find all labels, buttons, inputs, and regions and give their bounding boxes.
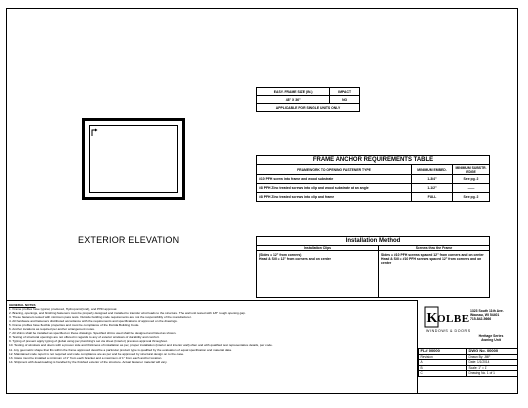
install-screws-text-2: Head & Sill = #10 PFH screws spaced 12" from corners and on center (381, 257, 482, 265)
note-item: 6. Anchor locations as required per anchor arrangement notes. (9, 327, 95, 332)
install-title: Installation Method (257, 237, 490, 246)
impact-header: IMPACT (330, 88, 360, 96)
note-item: 5. Frame profiles have flexible properties and must be compliance of the Florida Building Code. (9, 323, 140, 328)
note-item: 2. Bracing, openings, and finishing fasteners must be properly designed and installed to transfer wind loads to the structure. The wall unit tested with 1/8" rough opening gap. (9, 311, 246, 316)
installation-method-table (256, 236, 490, 298)
frame-size-value: 48" X 36" (257, 96, 330, 104)
anchor-requirements-table (256, 155, 490, 202)
table-row: #8 PFH Zinc treated screws into clip and frame FULL See pg. 2 (257, 193, 490, 202)
window-sash-inner (89, 125, 178, 193)
kolbe-logo (424, 306, 471, 334)
product-name: Heritage Series Awning Unit (478, 334, 504, 343)
table-row: #8 PFH Zinc treated screws into clip and wood substrate at an angle 1-1/2" —— (257, 184, 490, 193)
install-clips-text-1: (Sides = 12" from corners) (259, 253, 302, 257)
install-clips-header: Installation Clips (257, 246, 379, 251)
notes-title: GENERAL NOTES (9, 303, 36, 307)
install-clips-text-2: Head & Sill = 12" from corners and on center (259, 257, 331, 261)
note-item: 10. Testing of windows and doors with a proven side and thickness of installation as per, proper installation (interior and interior wall) often and with qualified test representative details, per code. (9, 343, 273, 348)
title-block-grid (418, 348, 518, 377)
note-item: 11. Any geometric shape that fits within the frame approved describe a particular product type is qualified by the evaluation of equal specification and material data. (9, 347, 232, 352)
table-row: Revision Drawn By: JMF (419, 354, 518, 360)
note-item: 7. All shims shall be installed as specified on these drawings. Specified shims used shall be designed and listed as shown. (9, 331, 177, 336)
table-row: FL# 00000 DWG No. 00000 (419, 349, 518, 355)
note-item: 4. All hardware and fasteners distributed accordance with the requirements and specifications of approved on the drawings. (9, 319, 178, 324)
anchor-header-edge: MINIMUM SUBSTR. EDGE (453, 165, 490, 175)
table-row: B Scale: 1" = 1' (419, 365, 518, 371)
note-item: 12. Maintained code report is not required and code compliance are as per and be approved by structural design on to the case. (9, 351, 185, 356)
impact-value: NO (330, 96, 360, 104)
elevation-title: EXTERIOR ELEVATION (78, 235, 180, 245)
install-clips-cell (257, 251, 379, 298)
svg-text:OLBE: OLBE (437, 313, 470, 325)
install-screws-text-1: Sides = #10 PFH screws spaced 12" from corners and on center (381, 253, 484, 257)
frame-size-header: EASY. FRAME SIZE (IN.) (257, 88, 330, 96)
table-row: A Date: 1/1/2014 (419, 360, 518, 366)
install-screws-cell (379, 251, 490, 298)
note-item: 8. Testing of structural openings are not offered in regards to any of exterior windows of durability and comfort. (9, 335, 160, 340)
anchor-header-embed: MINIMUM EMBED. (412, 165, 453, 175)
note-item: 13. Glass must be installed a minimum of 1" from each bracket and a maximum of 1" from each anchor location. (9, 355, 163, 360)
frame-size-note: APPLICABLE FOR SINGLE UNITS ONLY (257, 104, 360, 112)
general-notes (6, 300, 418, 394)
install-screws-header: Screws thru the Frame (379, 246, 490, 251)
hinge-arrow-icon (91, 128, 98, 137)
svg-text:WINDOWS & DOORS: WINDOWS & DOORS (426, 329, 471, 333)
table-row: C Drawing No. 1 of 1 (419, 371, 518, 377)
company-address: 1323 South 11th Ave. Wausau, WI 54401 715-842-5666 (470, 309, 504, 322)
anchor-header-type: FRAMEWORK TO OPENING FASTENER TYPE (257, 165, 412, 175)
note-item: 14. Shipment with dead-loading is handled by the finished exterior of the structure. Actual fastener material will vary. (9, 359, 168, 364)
note-item: 1. Frame profiles have typical, produced, Hydroponic(Gnd), and PHD approval. (9, 307, 118, 312)
svg-text:K: K (426, 311, 438, 326)
note-item: 9. Typing of present apply typing of global using per plumbing's set via sheet (Interior) previous approval throughout. (9, 339, 168, 344)
note-item: 3. These fasteners tested with minimum pass tests. Outside building code requirements are not the responsibility of the manufacturer. (9, 315, 192, 320)
frame-size-table (256, 87, 360, 112)
anchor-table-title: FRAME ANCHOR REQUIREMENTS TABLE (257, 156, 490, 165)
table-row: #10 PFH screw into frame and wood substrate 1-3/4" See pg. 2 (257, 175, 490, 184)
